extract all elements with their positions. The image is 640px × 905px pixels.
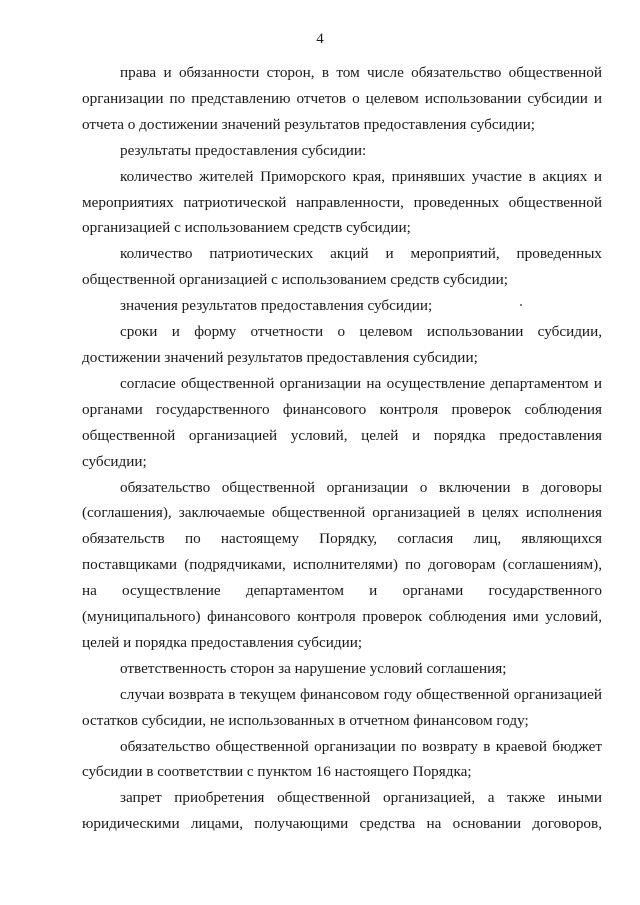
paragraph-actions-count: количество патриотических акций и мероприятий, проведенных общественной организацией с использованием средств субсидии; [82, 245, 602, 289]
paragraph-reporting-terms: сроки и форму отчетности о целевом использовании субсидии, достижении значений результатов предоставления субсидии; [82, 323, 602, 366]
paragraph-result-values: значения результатов предоставления субсидии; [120, 297, 433, 315]
paragraph-return-obligation: обязательство общественной организации по возврату в краевой бюджет субсидии в соответствии с пунктом 16 настоящего Порядка; [82, 737, 602, 781]
scan-speck [520, 304, 522, 306]
paragraph-return-cases: случаи возврата в текущем финансовом году общественной организацией остатков субсидии, не использованных в отчетном финансовом году; [82, 685, 602, 729]
document-body [82, 60, 602, 837]
paragraph-rights-obligations: права и обязанности сторон, в том числе обязательство общественной организации по представлению отчетов о целевом использовании субсидии и отчета о достижении значений результатов предоставления субсидии; [82, 64, 602, 133]
paragraph-purchase-ban: запрет приобретения общественной организацией, а также иными юридическими лицами, получающими средства на основании договоров, [82, 789, 602, 833]
paragraph-residents-count: количество жителей Приморского края, принявших участие в акциях и мероприятиях патриотической направленности, проведенных общественной организацией с использованием средств субсидии; [82, 167, 602, 237]
paragraph-results-heading: результаты предоставления субсидии: [120, 141, 367, 159]
paragraph-inspection-consent: согласие общественной организации на осуществление департаментом и органами государственного финансового контроля проверок соблюдения общественной организацией условий, целей и порядка предоставления субсидии; [82, 374, 602, 470]
page-number: 4 [316, 31, 324, 47]
paragraph-liability: ответственность сторон за нарушение условий соглашения; [120, 659, 507, 677]
paragraph-contract-inclusion: обязательство общественной организации о включении в договоры (соглашения), заключаемые общественной организацией в целях исполнения обязательств по настоящему Порядку, согласия лиц, являющихся поставщиками (подрядчиками, исполнителями) по договорам (соглашениям), на осуществление департаментом и органами государственного (муниципального) финансового контроля проверок соблюдения ими условий, целей и порядка предоставления субсидии; [82, 478, 602, 651]
